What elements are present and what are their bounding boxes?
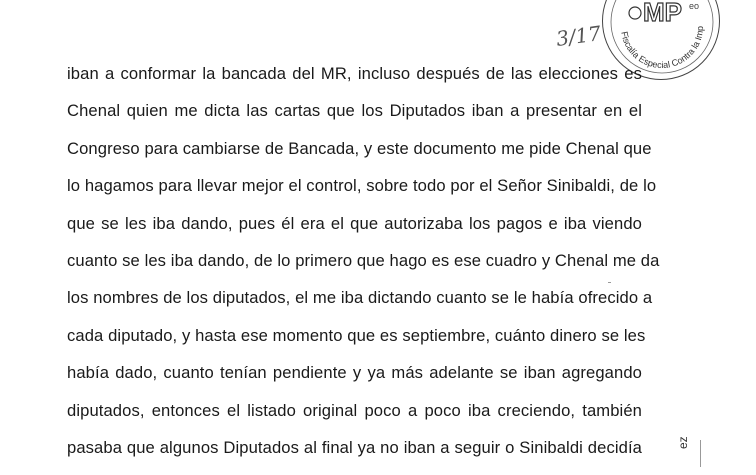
- body-line: iban a conformar la bancada del MR, incluso después de las elecciones es: [67, 64, 642, 83]
- body-line: había dado, cuanto tenían pendiente y ya más adelante se iban agregando: [67, 363, 642, 383]
- body-line: pasaba que algunos Diputados al final ya no iban a seguir o Sinibaldi decidía: [67, 437, 642, 457]
- side-signature-fragment: ez: [676, 436, 690, 449]
- body-line: Congreso para cambiarse de Bancada, y este documento me pide Chenal que: [67, 138, 652, 158]
- svg-text:eo: eo: [689, 1, 700, 11]
- page-edge-rule: [700, 440, 701, 467]
- body-line: lo hagamos para llevar mejor el control, sobre todo por el Señor Sinibaldi, de lo: [67, 176, 657, 196]
- page-number: 3/17: [554, 20, 603, 52]
- body-line: cuanto se les iba dando, de lo primero que hago es ese cuadro y Chenal me da: [67, 250, 660, 270]
- body-line: cada diputado, y hasta ese momento que es septiembre, cuánto dinero se les: [67, 325, 646, 345]
- body-line: diputados, entonces el listado original poco a poco iba creciendo, también: [67, 400, 642, 420]
- svg-text:MP: MP: [643, 0, 682, 27]
- document-body: [67, 64, 660, 475]
- svg-text:Fiscalía Especial Contra la Im: Fiscalía Especial Contra la Imp: [619, 25, 706, 71]
- body-line: los nombres de los diputados, el me iba dictando cuanto se le había ofrecido a: [67, 288, 653, 308]
- scan-mark: [608, 282, 611, 283]
- body-line: que se les iba dando, pues él era el que autorizaba los pagos e iba viendo: [67, 213, 642, 233]
- body-line: Chenal quien me dicta las cartas que los Diputados iban a presentar en el: [67, 101, 642, 121]
